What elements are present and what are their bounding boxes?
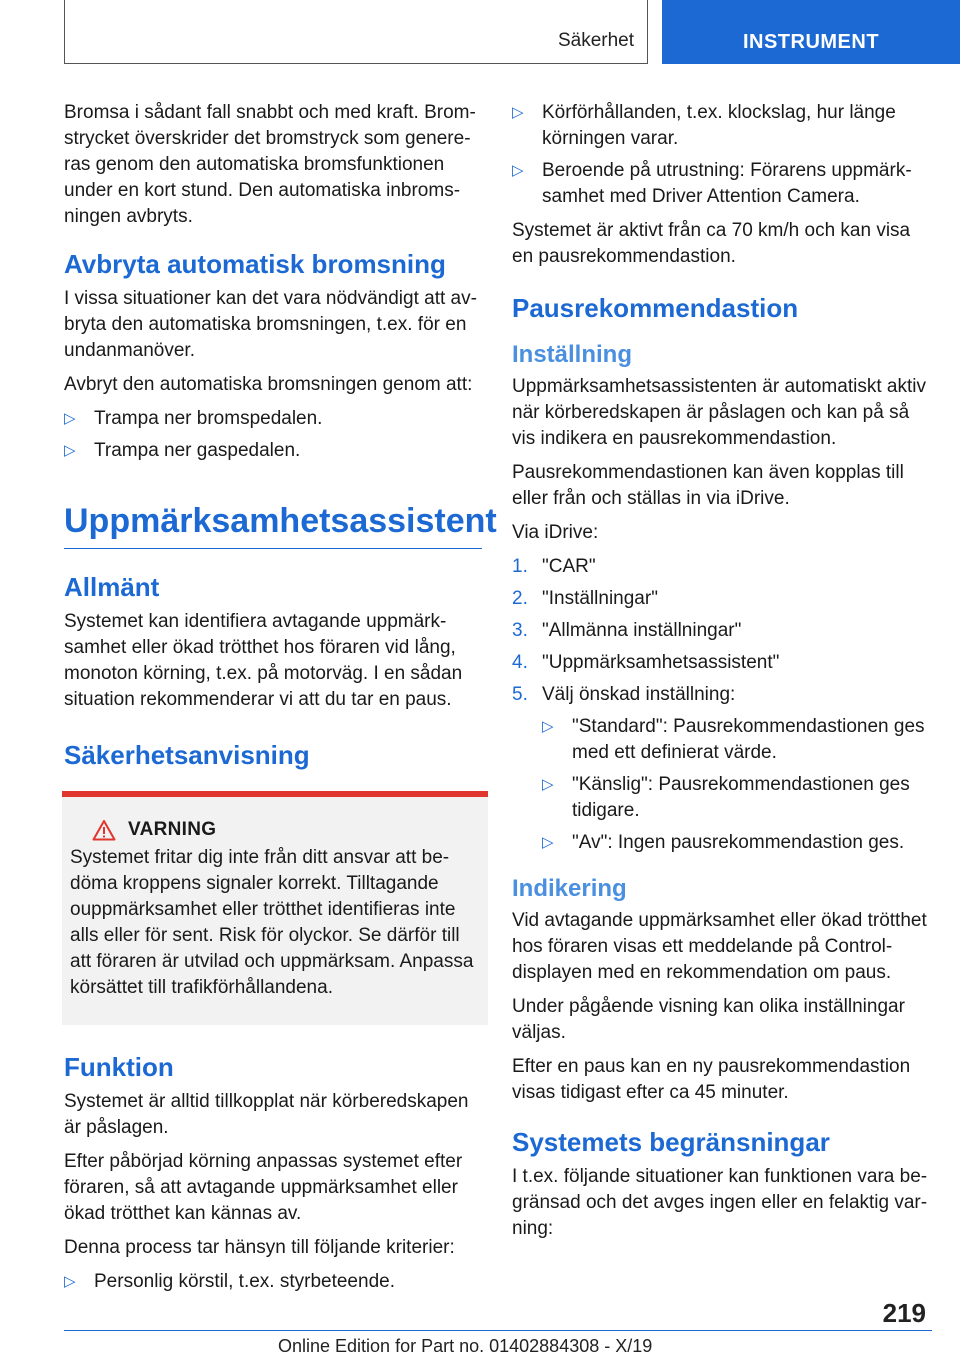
settings-paragraph-2: Pausrekommendastionen kan även kopplas till eller från och ställas in via iDrive. — [512, 462, 904, 509]
step-number: 3. — [512, 620, 528, 641]
footer-divider — [64, 1330, 932, 1331]
general-heading: Allmänt — [64, 572, 160, 602]
cancel-paragraph-1: I vissa situationer kan det vara nödvändigt att avbryta den automatiska bromsningen, t.ex. för en undanmanöver. — [64, 288, 477, 361]
triangle-bullet-icon: ▷ — [542, 776, 554, 793]
settings-heading: Inställning — [512, 341, 632, 368]
warning-title: VARNING — [128, 819, 217, 840]
list-item: ▷ "Av": Ingen pausrekommendastion ges. — [542, 830, 932, 856]
left-column — [64, 100, 497, 1303]
step-number: 5. — [512, 684, 528, 705]
list-item: ▷ Körförhållanden, t.ex. klockslag, hur länge körningen varar. — [512, 102, 896, 149]
safety-heading: Säkerhetsanvisning — [64, 740, 310, 770]
cancel-paragraph-2: Avbryt den automatiska bromsningen genom att: — [64, 374, 473, 395]
warning-text: Systemet fritar dig inte från ditt ansvar att bedöma kroppens signaler korrekt. Tilltagande ouppmärksamhet eller trötthet identifieras inte alls eller för sent. Risk för olyckor. Se därför till att föraren är utvilad och uppmärksam. Anpassa körsättet till trafikförhållandena. — [70, 847, 474, 998]
indication-paragraph-1: Vid avtagande uppmärksamhet eller ökad trötthet hos föraren visas ett meddelande på Control-displayen med en rekommendation om paus. — [512, 910, 927, 983]
list-item: ▷ Trampa ner gaspedalen. — [64, 438, 482, 464]
edition-footer: Online Edition for Part no. 01402884308 - X/19 — [278, 1336, 653, 1356]
active-speed-paragraph: Systemet är aktivt från ca 70 km/h och kan visa en pausrekommendastion. — [512, 220, 911, 267]
limitations-paragraph: I t.ex. följande situationer kan funktionen vara begränsad och det avges ingen eller en felaktig varning: — [512, 1166, 928, 1239]
list-item: 5. Välj önskad inställning: ▷ "Standard": Pausrekommendastionen ges med ett definierat värde. ▷ "Känslig": Pausrekommendastionen ges tidigare. ▷ "Av": Ingen pausrekommendastion ges. — [512, 682, 932, 856]
indication-heading: Indikering — [512, 875, 627, 902]
setting-options-list — [542, 714, 932, 856]
cancel-braking-heading: Avbryta automatisk bromsning — [64, 249, 446, 279]
function-paragraph-3: Denna process tar hänsyn till följande kriterier: — [64, 1237, 455, 1258]
chapter-heading: Uppmärksamhetsassistent — [64, 500, 482, 549]
settings-paragraph-1: Uppmärksamhetsassistenten är automatiskt aktiv när körberedskapen är påslagen och kan på så vis indikera en pausrekommendastion. — [512, 376, 926, 449]
function-heading: Funktion — [64, 1052, 174, 1082]
triangle-bullet-icon: ▷ — [512, 104, 524, 121]
list-item: ▷ Beroende på utrustning: Förarens uppmärksamhet med Driver Attention Camera. — [512, 160, 912, 207]
warning-triangle-icon — [92, 819, 116, 841]
triangle-bullet-icon: ▷ — [64, 410, 76, 427]
list-item: 3. "Allmänna inställningar" — [512, 618, 932, 644]
settings-paragraph-3: Via iDrive: — [512, 522, 599, 543]
limitations-heading: Systemets begränsningar — [512, 1127, 830, 1157]
general-paragraph: Systemet kan identifiera avtagande uppmärksamhet eller ökad trötthet hos föraren vid lång, monoton körning, t.ex. på motorväg. I en sådan situation rekommenderar vi att du tar en paus. — [64, 611, 463, 710]
list-item: 2. "Inställningar" — [512, 586, 932, 612]
list-item: 4. "Uppmärksamhetsassistent" — [512, 650, 932, 676]
chapter-title: INSTRUMENT — [662, 0, 960, 64]
page-number: 219 — [882, 1298, 926, 1328]
step-number: 4. — [512, 652, 528, 673]
pause-recommendation-heading: Pausrekommendastion — [512, 293, 799, 323]
intro-paragraph: Bromsa i sådant fall snabbt och med kraft. Bromstrycket överskrider det bromstryck som genereras genom den automatiska bromsfunktionen under en kort stund. Den automatiska inbromsningen avbryts. — [64, 102, 476, 227]
criteria-bullet-list-continued — [512, 100, 932, 210]
list-item: ▷ "Känslig": Pausrekommendastionen ges tidigare. — [542, 774, 910, 821]
indication-paragraph-3: Efter en paus kan en ny pausrekommendastion visas tidigast efter ca 45 minuter. — [512, 1056, 911, 1103]
triangle-bullet-icon: ▷ — [542, 718, 554, 735]
criteria-bullet-list — [64, 1269, 482, 1295]
list-item: ▷ Personlig körstil, t.ex. styrbeteende. — [64, 1269, 482, 1295]
list-item: ▷ Trampa ner bromspedalen. — [64, 406, 482, 432]
page-header — [0, 0, 960, 66]
triangle-bullet-icon: ▷ — [64, 1273, 76, 1290]
warning-box — [62, 791, 488, 1025]
triangle-bullet-icon: ▷ — [542, 834, 554, 851]
warning-header — [92, 819, 480, 841]
section-title: Säkerhet — [557, 30, 634, 51]
triangle-bullet-icon: ▷ — [64, 442, 76, 459]
triangle-bullet-icon: ▷ — [512, 162, 524, 179]
step-number: 1. — [512, 556, 528, 577]
cancel-bullet-list — [64, 406, 482, 464]
list-item: ▷ "Standard": Pausrekommendastionen ges med ett definierat värde. — [542, 716, 925, 763]
step-number: 2. — [512, 588, 528, 609]
function-paragraph-1: Systemet är alltid tillkopplat när körberedskapen är påslagen. — [64, 1091, 469, 1138]
function-paragraph-2: Efter påbörjad körning anpassas systemet efter föraren, så att avtagande uppmärksamhet eller ökad trötthet kan kännas av. — [64, 1151, 463, 1224]
idrive-steps-list — [512, 554, 932, 856]
right-column — [512, 100, 932, 1250]
indication-paragraph-2: Under pågående visning kan olika inställningar väljas. — [512, 996, 905, 1043]
list-item: 1. "CAR" — [512, 554, 932, 580]
